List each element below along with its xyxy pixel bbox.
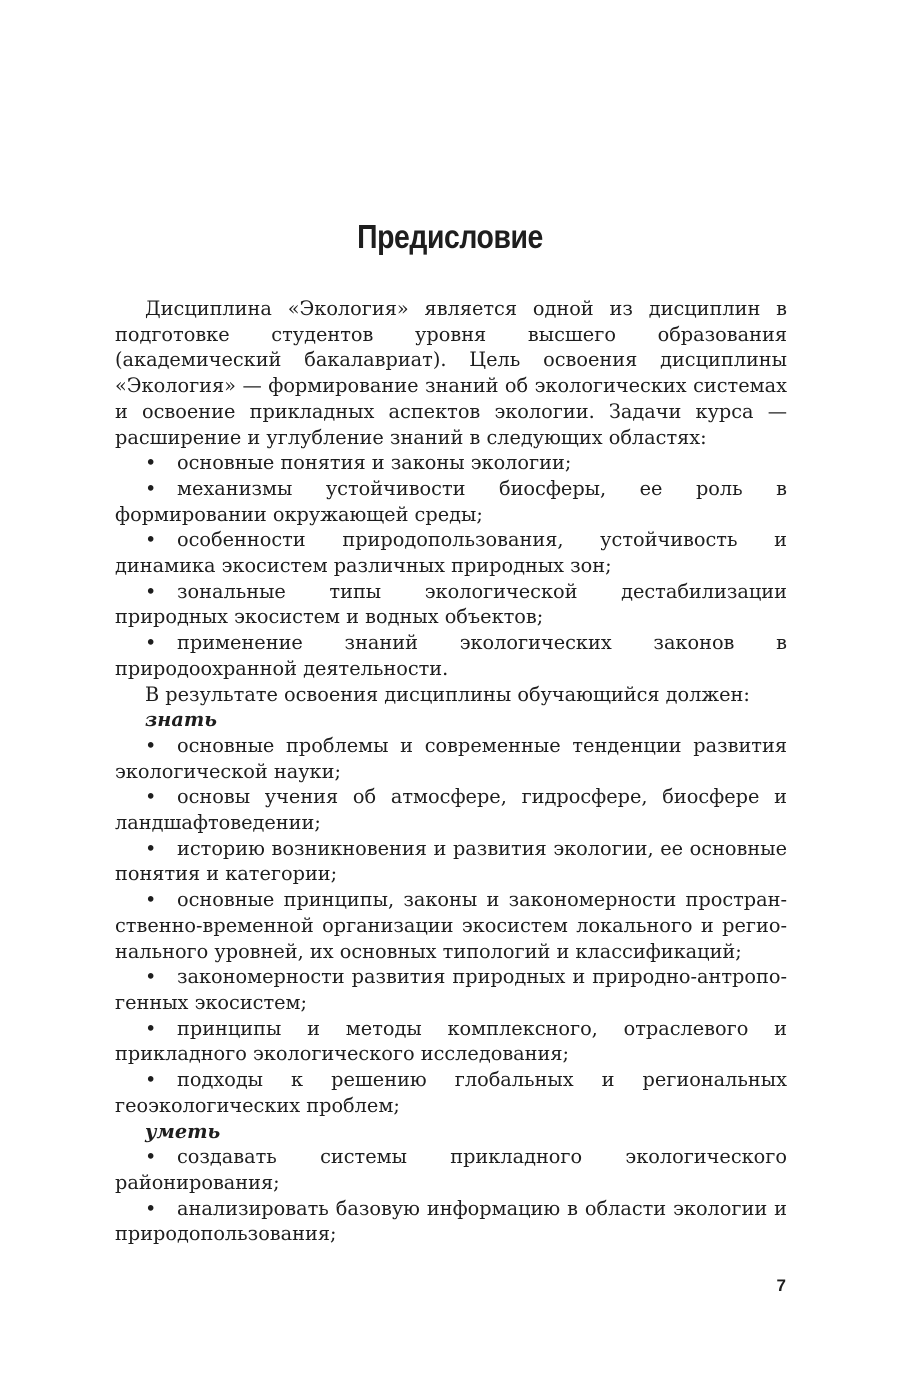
list-item: • механизмы устойчивости биосферы, ее роль в формировании окружающей среды;	[115, 476, 787, 526]
bullet-icon: •	[145, 631, 157, 655]
list-item: • основы учения об атмосфере, гидросфере, биосфере и ландшафтоведении;	[115, 785, 787, 835]
bullet-icon: •	[145, 476, 157, 500]
bullet-icon: •	[145, 1196, 157, 1220]
can-list	[115, 1144, 787, 1247]
list-item: • основные принципы, законы и закономерности пространственно-временной организации экосистем локального и регионального уровней, их основных типологий и классификаций;	[115, 888, 787, 963]
bullet-icon: •	[145, 965, 157, 989]
bullet-icon: •	[145, 451, 157, 475]
bullet-icon: •	[145, 579, 157, 603]
bullet-icon: •	[145, 1068, 157, 1092]
bullet-icon: •	[145, 1016, 157, 1040]
list-item: • особенности природопользования, устойчивость и динамика экосистем различных природных зон;	[115, 528, 787, 578]
list-item: • создавать системы прикладного экологического районирования;	[115, 1145, 787, 1194]
list-item: • подходы к решению глобальных и региональных геоэкологических проблем;	[115, 1068, 787, 1117]
bullet-icon: •	[145, 836, 157, 860]
areas-list	[115, 450, 787, 681]
bullet-icon: •	[145, 888, 157, 912]
list-item: • анализировать базовую информацию в области экологии и природопользования;	[115, 1196, 787, 1246]
bullet-icon: •	[145, 1145, 157, 1169]
know-heading: знать	[145, 708, 217, 732]
list-item: • применение знаний экологических законов в природоохранной деятельности.	[115, 631, 787, 680]
list-item: • основные понятия и законы экологии;	[145, 451, 572, 475]
can-heading: уметь	[145, 1119, 221, 1143]
page-number: 7	[776, 1276, 786, 1295]
list-item: • закономерности развития природных и природно-антропогенных экосистем;	[115, 965, 787, 1014]
bullet-icon: •	[145, 528, 157, 552]
result-intro: В результате освоения дисциплины обучающийся должен:	[145, 682, 750, 706]
bullet-icon: •	[145, 733, 157, 757]
list-item: • историю возникновения и развития экологии, ее основные понятия и категории;	[115, 836, 787, 886]
preface-body	[115, 296, 787, 1247]
bullet-icon: •	[145, 785, 157, 809]
page-title: Предисловие	[357, 218, 543, 255]
intro-paragraph: Дисциплина «Экология» является одной из дисциплин в подготовке студентов уровня высшего образования (академический бакалавриат). Цель освоения дисциплины «Экология» — формирование знаний об экологических системах и освоение прикладных аспектов экологии. Задачи курса — расширение и углубление знаний в следующих областях:	[115, 297, 787, 449]
list-item: • основные проблемы и современные тенденции развития экологической науки;	[115, 733, 787, 783]
know-list	[115, 733, 787, 1119]
list-item: • зональные типы экологической дестабилизации природных экосистем и водных объектов;	[115, 579, 787, 629]
list-item: • принципы и методы комплексного, отраслевого и прикладного экологического исследования;	[115, 1016, 787, 1066]
